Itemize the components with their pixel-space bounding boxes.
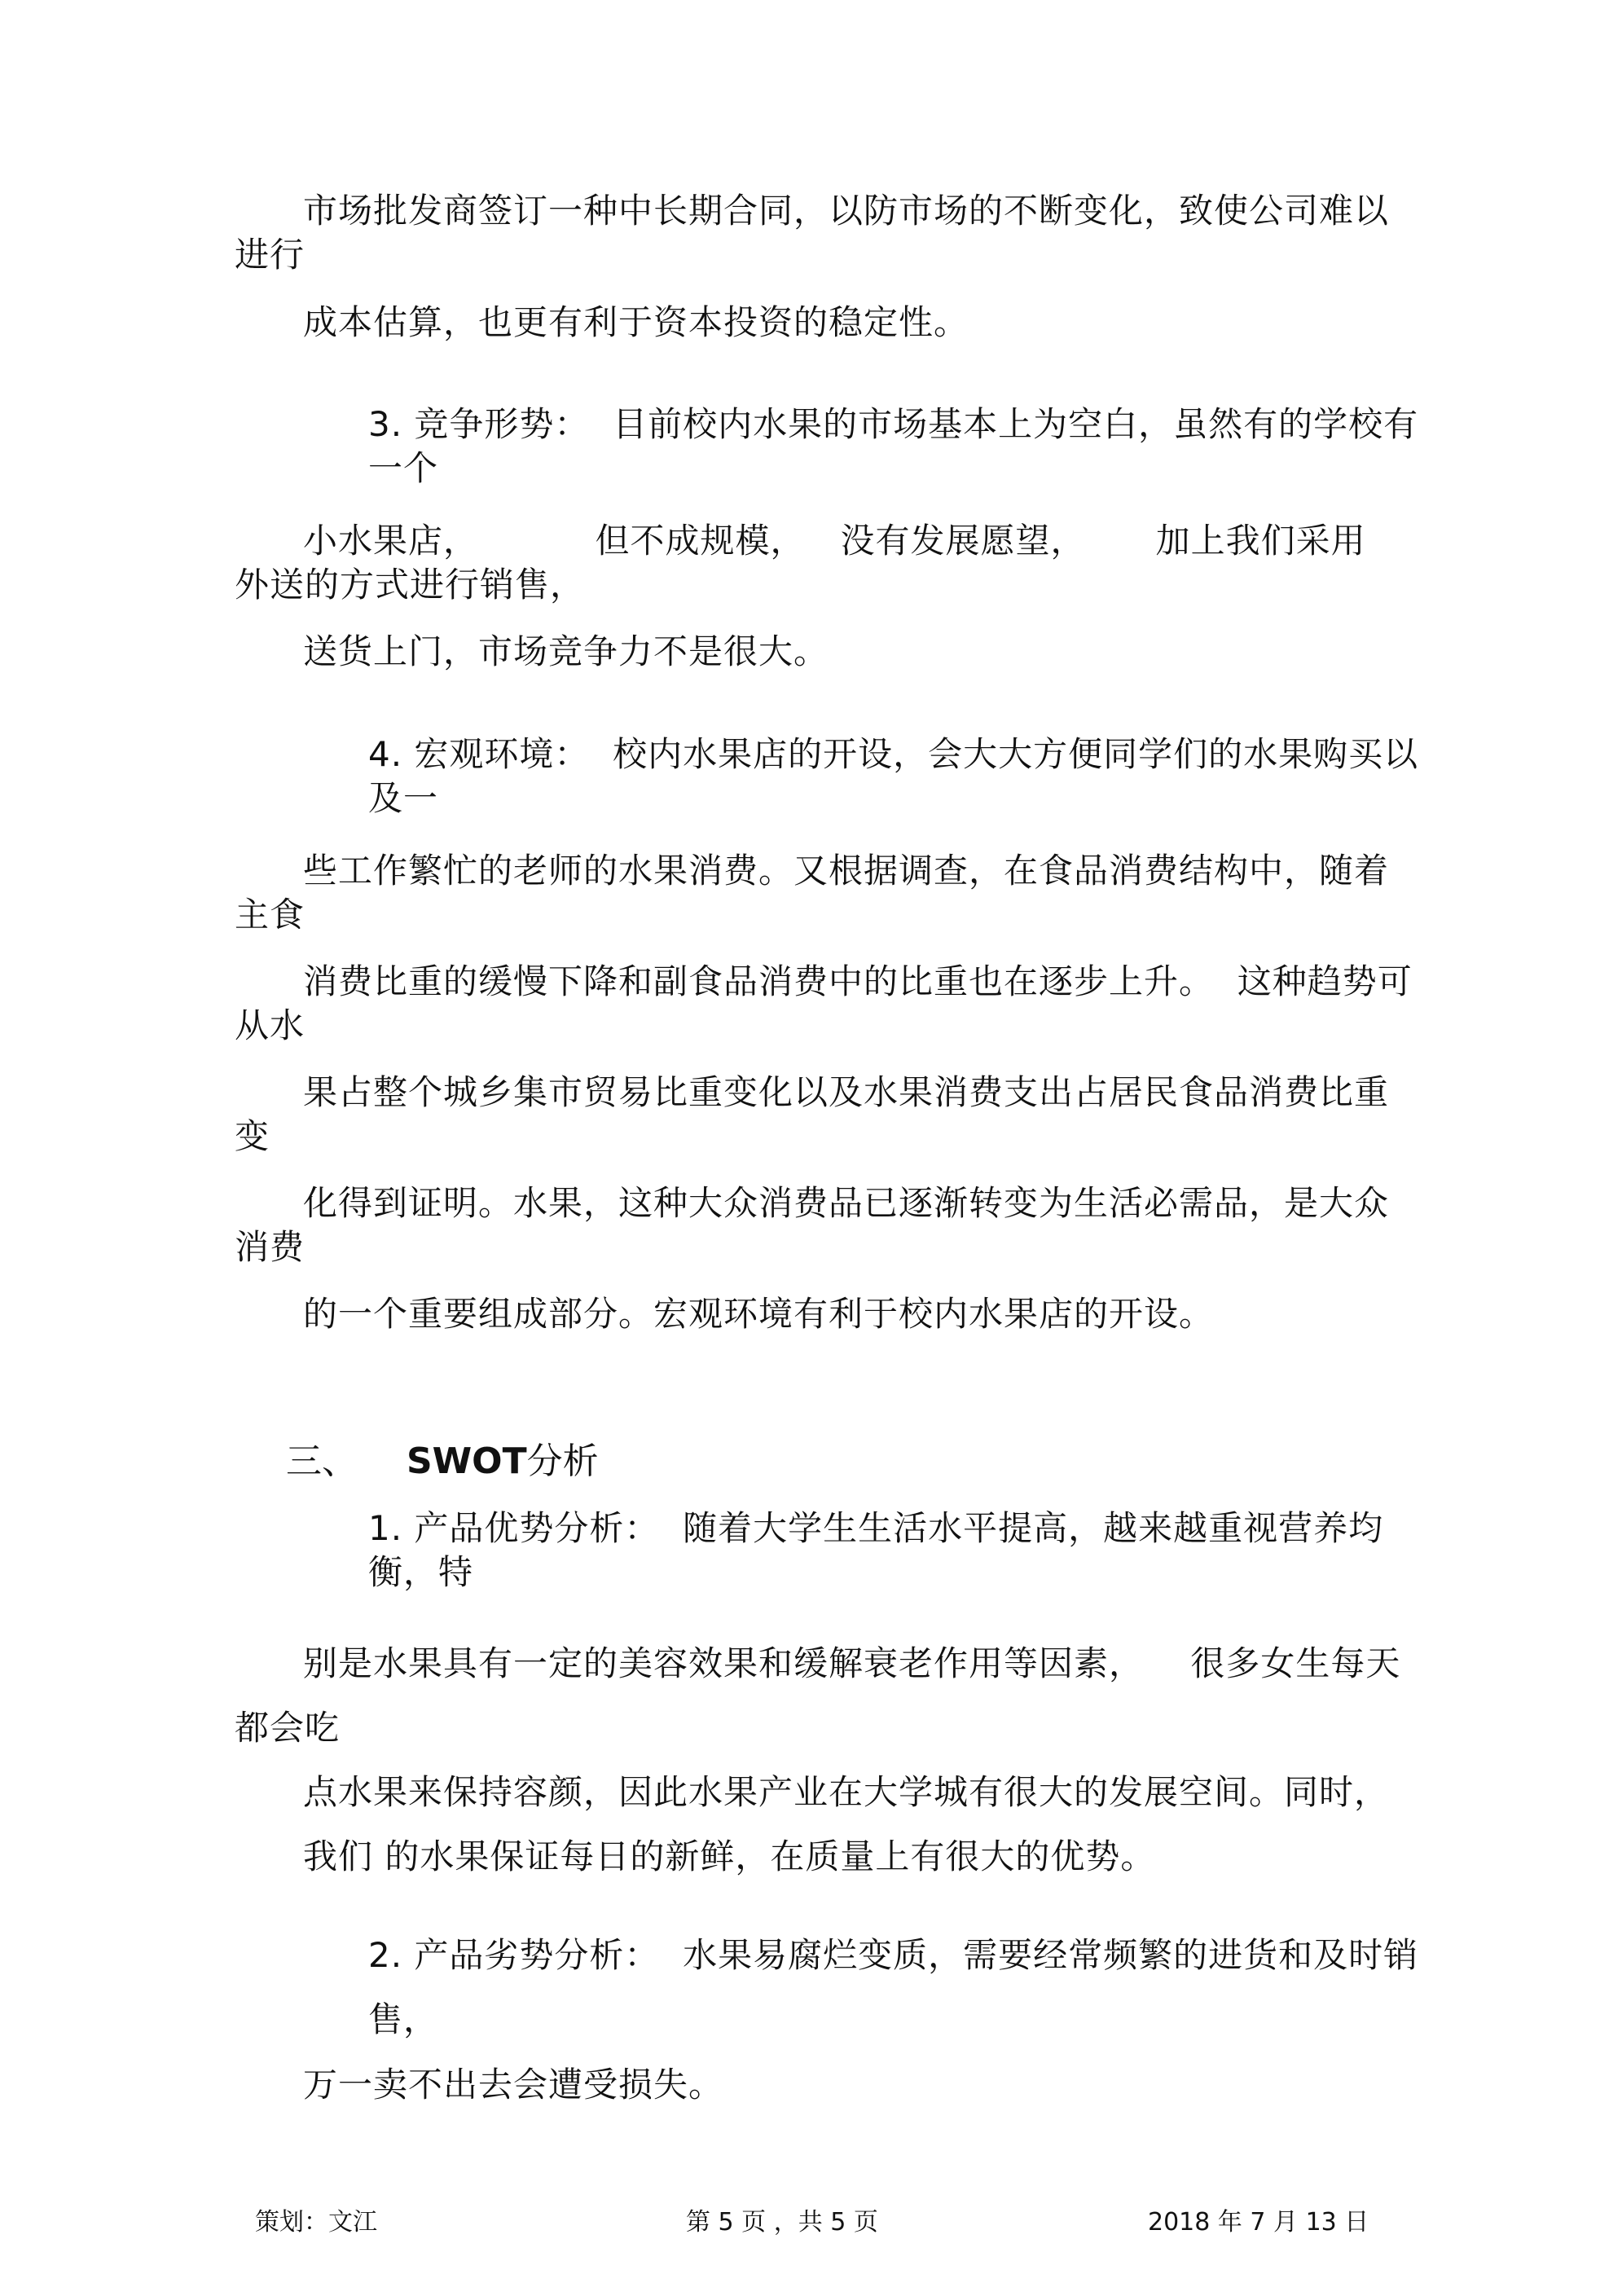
body-line: 消费比重的缓慢下降和副食品消费中的比重也在逐步上升。 这种趋势可 bbox=[303, 961, 1413, 1001]
body-line: 我们 的水果保证每日的新鲜，在质量上有很大的优势。 bbox=[303, 1836, 1156, 1876]
section-number: 三、 bbox=[285, 1440, 358, 1482]
section-title-cn: 分析 bbox=[526, 1440, 599, 1482]
body-line: 衡，特 bbox=[368, 1552, 474, 1592]
body-line: 2. 产品劣势分析： 水果易腐烂变质，需要经常频繁的进货和及时销 bbox=[368, 1935, 1419, 1975]
body-line: 些工作繁忙的老师的水果消费。又根据调查，在食品消费结构中，随着 bbox=[303, 851, 1390, 891]
body-line: 从水 bbox=[235, 1005, 305, 1045]
body-line: 的一个重要组成部分。宏观环境有利于校内水果店的开设。 bbox=[303, 1294, 1215, 1334]
body-line: 万一卖不出去会遭受损失。 bbox=[303, 2065, 724, 2105]
footer-page-number: 第 5 页 ，共 5 页 bbox=[686, 2208, 878, 2237]
body-line: 果占整个城乡集市贸易比重变化以及水果消费支出占居民食品消费比重 bbox=[303, 1072, 1390, 1112]
footer-date: 2018 年 7 月 13 日 bbox=[1148, 2208, 1369, 2237]
body-line: 外送的方式进行销售， bbox=[235, 565, 586, 605]
section-title-latin: SWOT bbox=[406, 1440, 527, 1482]
body-line: 成本估算，也更有利于资本投资的稳定性。 bbox=[303, 302, 969, 342]
footer-author: 策划：文江 bbox=[255, 2208, 377, 2237]
body-line: 小水果店， 但不成规模， 没有发展愿望， 加上我们采用 bbox=[303, 521, 1366, 561]
body-line: 化得到证明。水果，这种大众消费品已逐渐转变为生活必需品，是大众 bbox=[303, 1183, 1390, 1223]
body-line: 主食 bbox=[235, 895, 305, 935]
body-line: 点水果来保持容颜，因此水果产业在大学城有很大的发展空间。同时， bbox=[303, 1772, 1390, 1812]
body-line: 1. 产品优势分析： 随着大学生生活水平提高，越来越重视营养均 bbox=[368, 1508, 1384, 1548]
body-line: 及一 bbox=[368, 778, 439, 818]
body-line: 4. 宏观环境： 校内水果店的开设，会大大方便同学们的水果购买以 bbox=[368, 734, 1419, 774]
body-line: 都会吃 bbox=[235, 1708, 341, 1748]
body-line: 消费 bbox=[235, 1227, 305, 1267]
body-line: 别是水果具有一定的美容效果和缓解衰老作用等因素， 很多女生每天 bbox=[303, 1643, 1401, 1683]
body-line: 3. 竞争形势： 目前校内水果的市场基本上为空白，虽然有的学校有 bbox=[368, 404, 1419, 444]
body-line: 售， bbox=[368, 1999, 439, 2039]
body-line: 一个 bbox=[368, 448, 439, 488]
body-line: 进行 bbox=[235, 235, 305, 275]
body-line: 变 bbox=[235, 1116, 270, 1156]
body-line: 市场批发商签订一种中长期合同，以防市场的不断变化，致使公司难以 bbox=[303, 191, 1390, 231]
body-line: 送货上门，市场竞争力不是很大。 bbox=[303, 631, 829, 671]
